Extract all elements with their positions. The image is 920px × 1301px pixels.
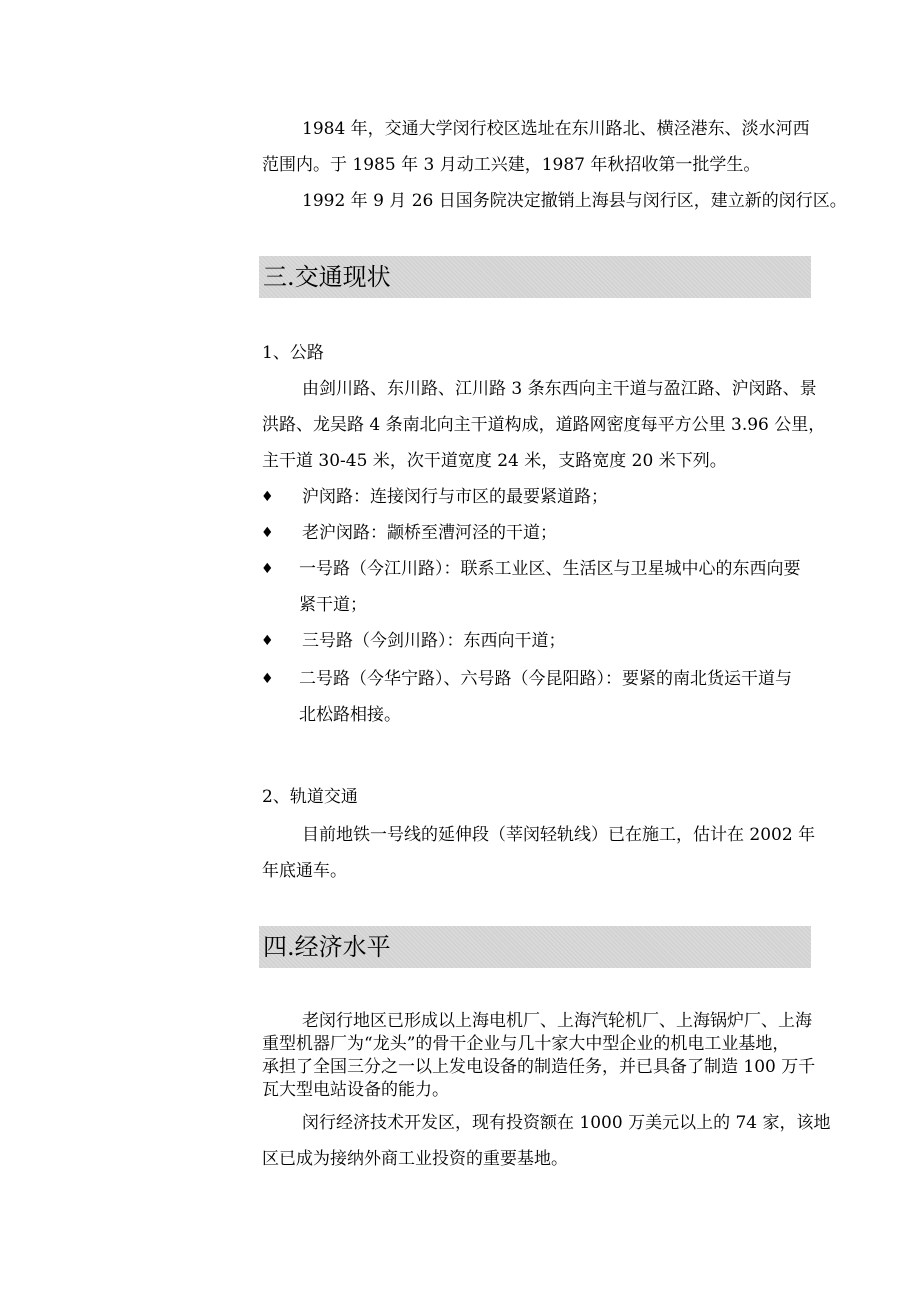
- diamond-bullet-icon: ♦: [261, 671, 274, 687]
- diamond-bullet-icon: ♦: [261, 525, 274, 541]
- history-paragraph-1-line-2: 范围内。于 1985 年 3 月动工兴建，1987 年秋招收第一批学生。: [262, 155, 761, 175]
- road-bullet-2: 老沪闵路：颛桥至漕河泾的干道；: [302, 523, 557, 543]
- economy-paragraph-1-line-2: 重型机器厂为“龙头”的骨干企业与几十家大中型企业的机电工业基地，: [262, 1034, 790, 1054]
- diamond-bullet-icon: ♦: [261, 633, 274, 649]
- subsection-title-road: 1、公路: [262, 343, 324, 363]
- economy-paragraph-1-line-3: 承担了全国三分之一以上发电设备的制造任务，并已具备了制造 100 万千: [262, 1057, 816, 1077]
- road-paragraph-line-3: 主干道 30-45 米，次干道宽度 24 米，支路宽度 20 米下列。: [262, 451, 727, 471]
- rail-paragraph-line-1: 目前地铁一号线的延伸段（莘闵轻轨线）已在施工，估计在 2002 年: [302, 825, 816, 845]
- road-paragraph-line-2: 洪路、龙吴路 4 条南北向主干道构成，道路网密度每平方公里 3.96 公里，: [262, 415, 826, 435]
- section-heading-transport: 三.交通现状: [259, 256, 811, 298]
- road-bullet-1: 沪闵路：连接闵行与市区的最要紧道路；: [302, 487, 608, 507]
- economy-paragraph-1-line-4: 瓦大型电站设备的能力。: [262, 1080, 449, 1100]
- road-bullet-3-line-2: 紧干道；: [299, 595, 367, 615]
- history-paragraph-1-line-1: 1984 年，交通大学闵行校区选址在东川路北、横泾港东、淡水河西: [302, 119, 810, 139]
- road-bullet-4: 三号路（今剑川路）：东西向干道；: [302, 631, 566, 651]
- economy-paragraph-2-line-2: 区已成为接纳外商工业投资的重要基地。: [262, 1149, 568, 1169]
- road-bullet-5-line-2: 北松路相接。: [299, 705, 401, 725]
- road-paragraph-line-1: 由剑川路、东川路、江川路 3 条东西向主干道与盈江路、沪闵路、景: [302, 379, 817, 399]
- diamond-bullet-icon: ♦: [261, 561, 274, 577]
- economy-paragraph-2-line-1: 闵行经济技术开发区，现有投资额在 1000 万美元以上的 74 家，该地: [302, 1113, 831, 1133]
- rail-paragraph-line-2: 年底通车。: [262, 861, 347, 881]
- section-heading-economy: 四.经济水平: [259, 926, 811, 968]
- subsection-title-rail: 2、轨道交通: [262, 787, 358, 807]
- road-bullet-3-line-1: 一号路（今江川路）：联系工业区、生活区与卫星城中心的东西向要: [299, 559, 801, 579]
- diamond-bullet-icon: ♦: [261, 489, 274, 505]
- road-bullet-5-line-1: 二号路（今华宁路）、六号路（今昆阳路）：要紧的南北货运干道与: [299, 669, 792, 689]
- economy-paragraph-1-line-1: 老闵行地区已形成以上海电机厂、上海汽轮机厂、上海锅炉厂、上海: [302, 1011, 812, 1031]
- history-paragraph-2: 1992 年 9 月 26 日国务院决定撤销上海县与闵行区，建立新的闵行区。: [302, 191, 847, 211]
